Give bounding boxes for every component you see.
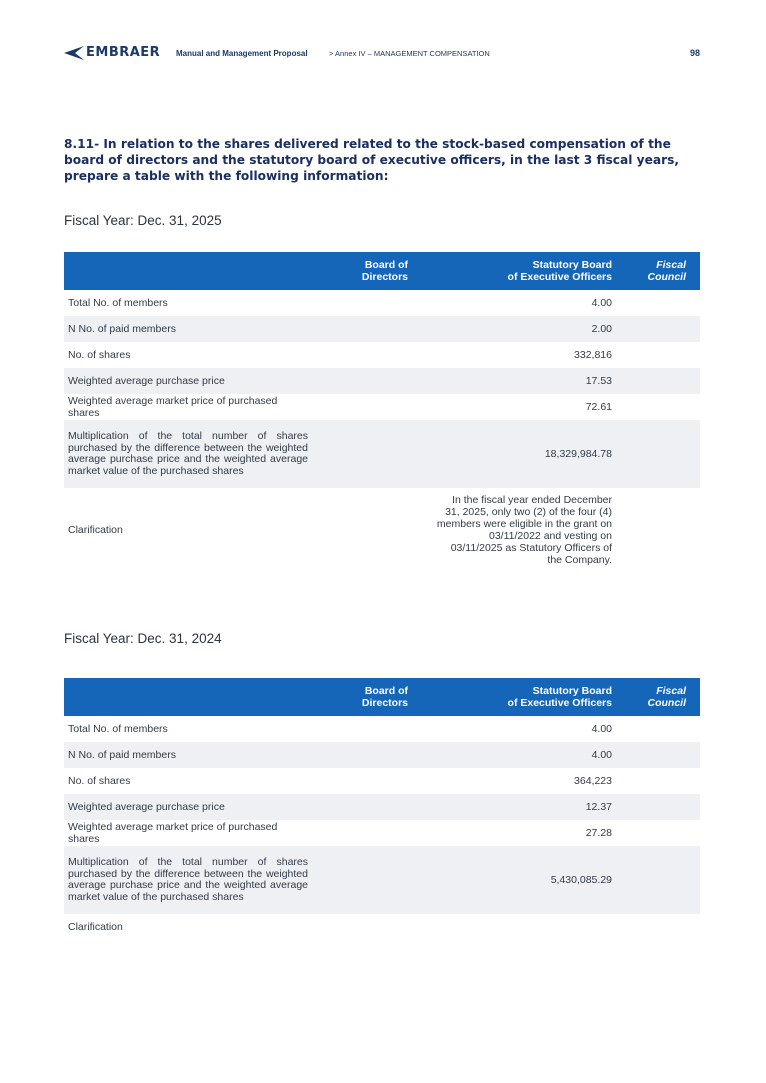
embraer-logo bbox=[64, 45, 160, 60]
row-label: Multiplication of the total number of shares purchased by the difference between the weighted average purchase price and the weighted average market value of the purchased shares bbox=[68, 856, 308, 903]
table-row bbox=[64, 488, 700, 572]
statutory-value: 72.61 bbox=[585, 401, 612, 413]
table-row bbox=[64, 768, 700, 794]
header-fiscal: Fiscal Council bbox=[647, 259, 686, 283]
statutory-value: 4.00 bbox=[591, 749, 612, 761]
statutory-value: 12.37 bbox=[585, 801, 612, 813]
table-row bbox=[64, 794, 700, 820]
document-title: Manual and Management Proposal bbox=[176, 49, 308, 58]
row-label: Weighted average purchase price bbox=[68, 375, 225, 387]
row-label: Weighted average purchase price bbox=[68, 801, 225, 813]
header-blank bbox=[64, 678, 312, 716]
row-label: Total No. of members bbox=[68, 297, 168, 309]
table-row bbox=[64, 368, 700, 394]
clarification-text: In the fiscal year ended December 31, 2025, only two (2) of the four (4) members were eligible in the grant on 03/11/2022 and vesting on 03/11/2025 as Statutory Officers of the Company. bbox=[436, 494, 612, 566]
row-label: Weighted average market price of purchased shares bbox=[68, 821, 278, 845]
statutory-value: 4.00 bbox=[591, 297, 612, 309]
row-label: No. of shares bbox=[68, 775, 131, 787]
question-heading: 8.11- In relation to the shares delivered related to the stock-based compensation of the board of directors and the statutory board of executive officers, in the last 3 fiscal years, prepare a table with the following information: bbox=[64, 137, 680, 183]
table-row bbox=[64, 716, 700, 742]
row-label: No. of shares bbox=[68, 349, 131, 361]
header-statutory: Statutory Board of Executive Officers bbox=[507, 259, 612, 283]
row-label: Multiplication of the total number of shares purchased by the difference between the weighted average purchase price and the weighted average market value of the purchased shares bbox=[68, 430, 308, 477]
fiscal-year-title: Fiscal Year: Dec. 31, 2024 bbox=[64, 631, 222, 646]
statutory-value bbox=[412, 914, 616, 940]
row-label: Clarification bbox=[68, 921, 123, 933]
page-number: 98 bbox=[689, 48, 700, 58]
table-row bbox=[64, 420, 700, 488]
table-row bbox=[64, 742, 700, 768]
embraer-plane-icon bbox=[64, 46, 84, 60]
statutory-value: 2.00 bbox=[591, 323, 612, 335]
statutory-value: 18,329,984.78 bbox=[544, 448, 612, 460]
header-fiscal: Fiscal Council bbox=[647, 685, 686, 709]
table-header-row bbox=[64, 252, 700, 290]
compensation-table-2024 bbox=[64, 678, 700, 940]
table-row bbox=[64, 820, 700, 846]
table-row bbox=[64, 394, 700, 420]
header-statutory: Statutory Board of Executive Officers bbox=[507, 685, 612, 709]
table-row bbox=[64, 914, 700, 940]
row-label: Total No. of members bbox=[68, 723, 168, 735]
header-blank bbox=[64, 252, 312, 290]
statutory-value: 364,223 bbox=[574, 775, 612, 787]
statutory-value: 332,816 bbox=[574, 349, 612, 361]
table-row bbox=[64, 316, 700, 342]
row-label: Weighted average market price of purchased shares bbox=[68, 395, 278, 419]
logo-text: EMBRAER bbox=[86, 45, 161, 60]
statutory-value: 4.00 bbox=[591, 723, 612, 735]
row-label: N No. of paid members bbox=[68, 323, 176, 335]
compensation-table-2025 bbox=[64, 252, 700, 572]
table-header-row bbox=[64, 678, 700, 716]
row-label: Clarification bbox=[68, 524, 123, 536]
table-row bbox=[64, 846, 700, 914]
table-row bbox=[64, 290, 700, 316]
table-row bbox=[64, 342, 700, 368]
statutory-value: 5,430,085.29 bbox=[550, 874, 612, 886]
header-board: Board of Directors bbox=[361, 685, 408, 709]
fiscal-year-title: Fiscal Year: Dec. 31, 2025 bbox=[64, 213, 222, 228]
statutory-value: 17.53 bbox=[585, 375, 612, 387]
row-label: N No. of paid members bbox=[68, 749, 176, 761]
header-board: Board of Directors bbox=[361, 259, 408, 283]
section-breadcrumb: > Annex IV – MANAGEMENT COMPENSATION bbox=[329, 49, 490, 58]
statutory-value: 27.28 bbox=[585, 827, 612, 839]
page-header bbox=[64, 45, 700, 65]
